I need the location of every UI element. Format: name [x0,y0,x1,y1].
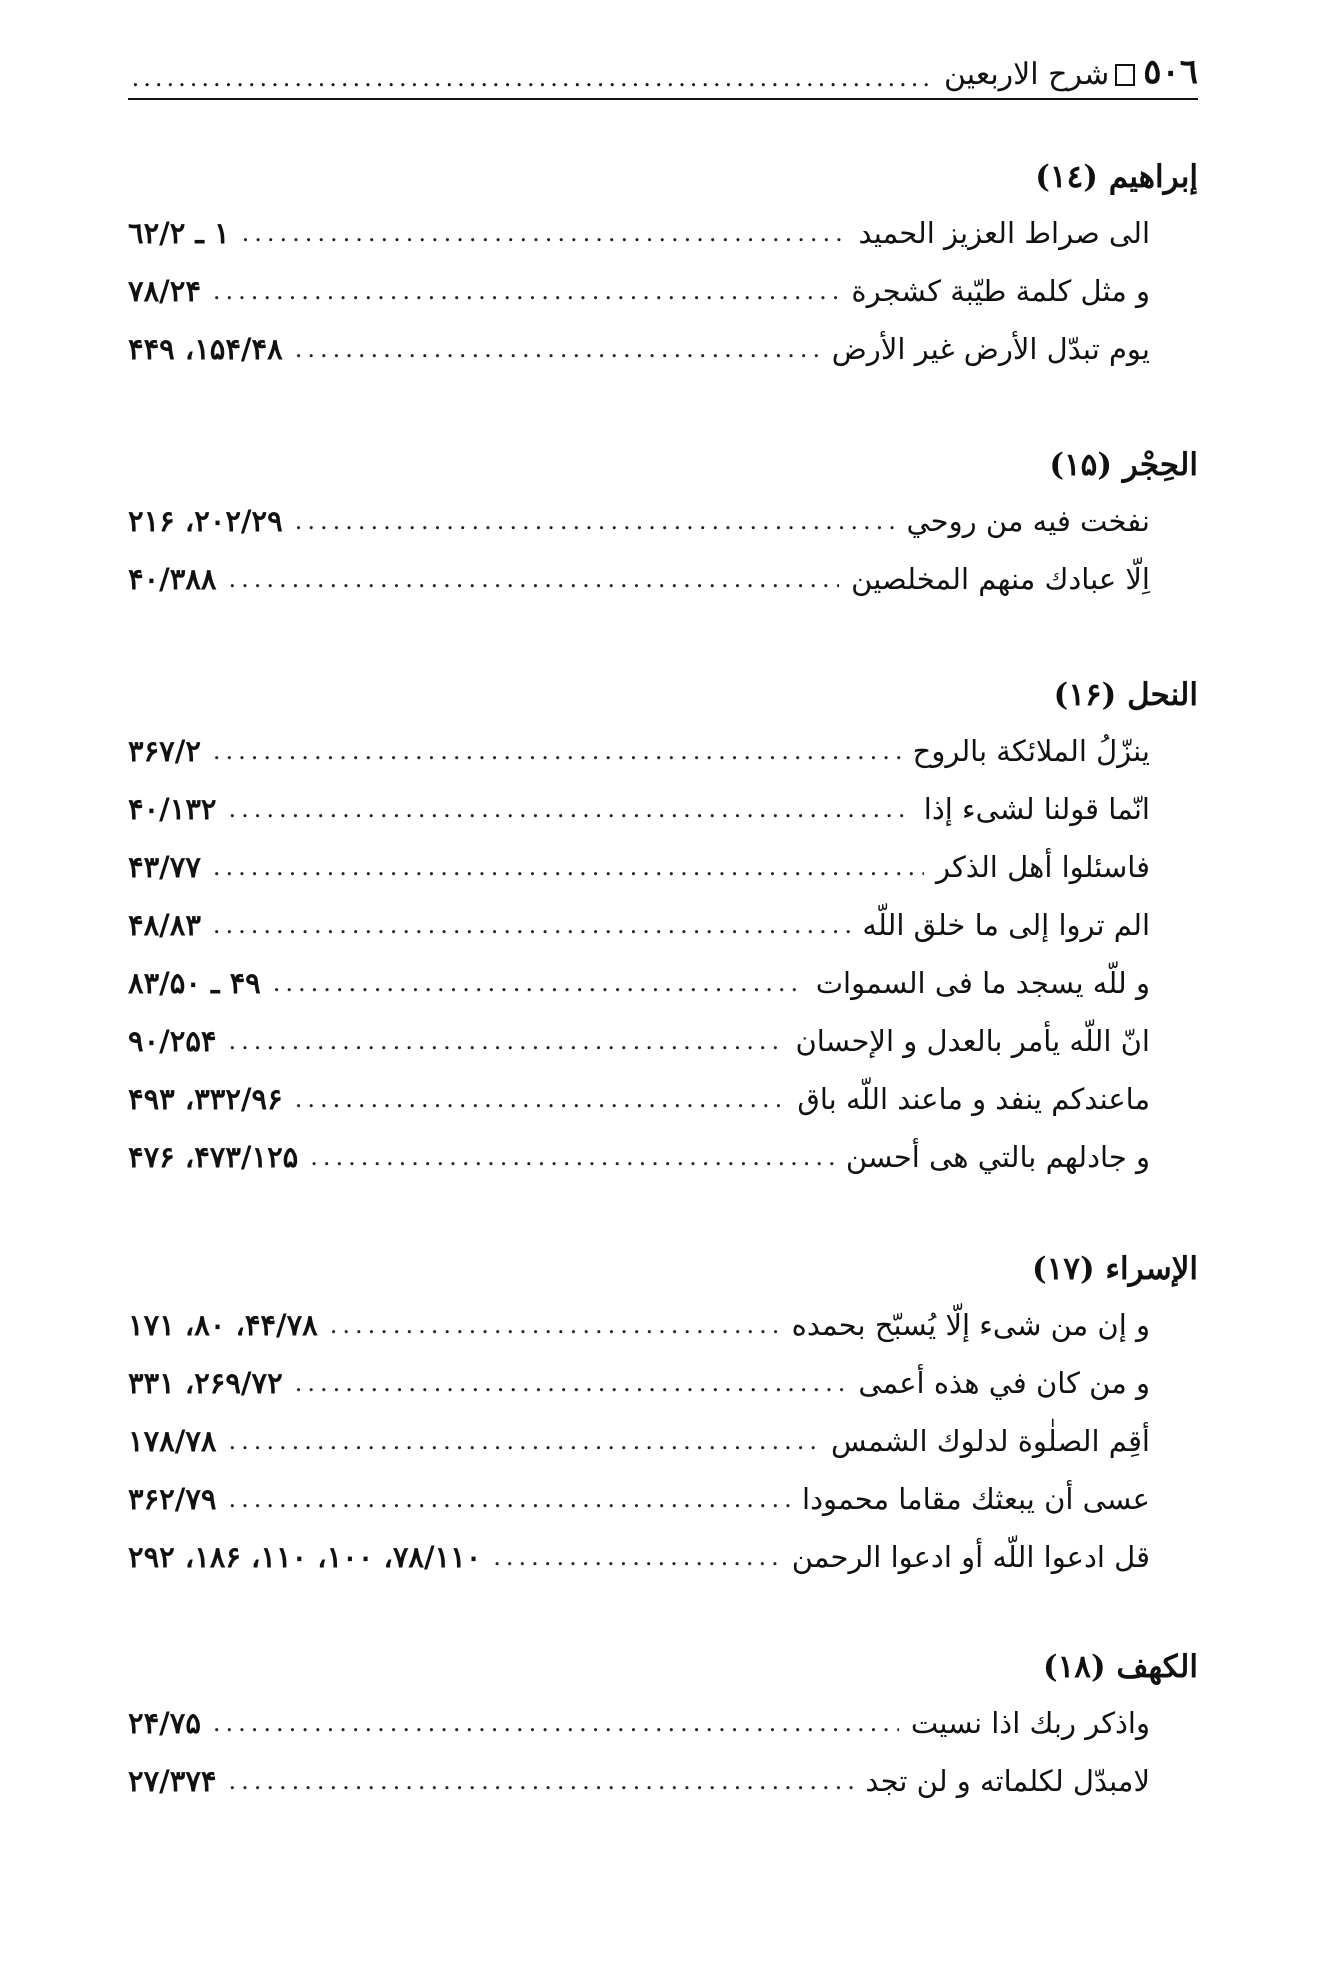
index-entry [128,1470,1150,1528]
page-ref: ١۵۴/۴٨، ۴۴٩ [128,332,283,366]
verse-text: عسى أن يبعثك مقاما محمودا [802,1482,1150,1516]
index-entry [128,722,1150,780]
surah-title: الحِجْر (١۵) [1049,447,1198,483]
page-ref: ٣۶٢/٧٩ [128,1482,217,1516]
header-leader-dots [128,64,934,92]
index-entry [128,1694,1150,1752]
leader-dots [295,1085,786,1113]
index-entry [128,780,1150,838]
surah-title: إبراهيم (١٤) [1035,159,1198,195]
leader-dots [213,737,901,765]
leader-dots [310,1143,834,1171]
page-ref: ٧٨/١١٠، ١٠٠، ١١٠، ١٨۶، ٢٩٢ [128,1540,482,1574]
surah-title: الإسراء (١٧) [1031,1251,1198,1287]
page-ref: ٢٠٢/٢٩، ٢١۶ [128,504,283,538]
page-ref: ٣٧۴/٢٧ [128,1764,217,1798]
index-entry [128,1412,1150,1470]
index-entry [128,954,1150,1012]
leader-dots [213,277,840,305]
surah-title: الكهف (١٨) [1042,1649,1198,1685]
page-ref: ١ ـ ٦٢/٢ [128,216,230,250]
book-title: شرح الاربعين [943,57,1110,92]
leader-dots [228,795,911,823]
index-entry [128,204,1150,262]
page-ref: ٣۶٧/٢ [128,734,201,768]
page-ref: ٨٣/۴٨ [128,908,201,942]
index-entry [128,838,1150,896]
verse-text: و من كان في هذه أعمى [858,1366,1150,1400]
leader-dots [295,335,820,363]
page-ref: ٢۵۴/٩٠ [128,1024,217,1058]
page-header [128,42,1198,100]
verse-text: فاسئلوا أهل الذكر [935,850,1150,884]
leader-dots [330,1311,780,1339]
leader-dots [228,1767,853,1795]
index-entry [128,1296,1150,1354]
leader-dots [228,565,839,593]
index-entry [128,896,1150,954]
verse-text: ماعندكم ينفد و ماعند اللّه باق [797,1082,1150,1116]
verse-text: يوم تبدّل الأرض غير الأرض [831,332,1150,366]
index-entry [128,1528,1150,1586]
verse-text: و جادلهم بالتي هى أحسن [845,1140,1150,1174]
surah-section-nahl [128,668,1198,1186]
page-ref: ٧۵/٢۴ [128,1706,201,1740]
leader-dots [213,1709,899,1737]
index-entry [128,492,1150,550]
page-ref: ١٣٢/۴٠ [128,792,217,826]
leader-dots [242,219,847,247]
verse-text: و مثل كلمة طيّبة كشجرة [851,274,1150,308]
verse-text: واذكر ربك اذا نسيت [910,1706,1150,1740]
leader-dots [228,1027,783,1055]
verse-text: ينزّلُ الملائكة بالروح [912,734,1150,768]
verse-text: و إن من شىء إلّا يُسبّح بحمده [791,1308,1150,1342]
surah-section-isra [128,1242,1198,1586]
page-ref: ۴٧٣/١٢۵، ۴٧۶ [128,1140,299,1174]
leader-dots [228,1485,790,1513]
leader-dots [273,969,804,997]
separator-box-icon [1115,64,1135,86]
verse-text: قل ادعوا اللّه أو ادعوا الرحمن [791,1540,1150,1574]
index-entry [128,262,1150,320]
index-entry [128,320,1150,378]
verse-text: الم تروا إلى ما خلق اللّه [862,908,1150,942]
verse-text: أقِم الصلٰوة لدلوك الشمس [831,1424,1150,1458]
verse-text: انّما قولنا لشىء إذا [923,792,1150,826]
verse-text: و للّه يسجد ما فى السموات [815,966,1150,1000]
page-ref: ۴٩ ـ ٨٣/۵٠ [128,966,261,1000]
index-entry [128,1070,1150,1128]
page-ref: ٢۶٩/٧٢، ٣٣١ [128,1366,283,1400]
leader-dots [493,1543,779,1571]
page-ref: ٧٧/۴٣ [128,850,201,884]
verse-text: اِلّا عبادك منهم المخلصين [851,562,1150,596]
page-ref: ١٧٨/٧٨ [128,1424,217,1458]
leader-dots [295,1369,847,1397]
page-ref: ٧٨/٢۴ [128,274,201,308]
surah-section-kahf [128,1640,1198,1810]
index-entry [128,1752,1150,1810]
verse-text: الى صراط العزيز الحميد [858,216,1150,250]
page-ref: ٣٨٨/۴٠ [128,562,217,596]
index-entry [128,1354,1150,1412]
page-ref: ٧٨/۴۴، ٨٠، ١٧١ [128,1308,318,1342]
leader-dots [228,1427,819,1455]
index-entry [128,1128,1150,1186]
leader-dots [295,507,895,535]
page-number: ٥٠٦ [1143,52,1198,92]
page-ref: ٣٣٢/٩۶، ۴٩٣ [128,1082,283,1116]
surah-section-hijr [128,438,1198,608]
index-entry [128,1012,1150,1070]
verse-text: نفخت فيه من روحي [906,504,1150,538]
surah-title: النحل (١۶) [1053,677,1198,713]
verse-text: لامبدّل لكلماته و لن تجد [865,1764,1150,1798]
verse-text: انّ اللّه يأمر بالعدل و الإحسان [795,1024,1150,1058]
surah-section-ibrahim [128,150,1198,378]
leader-dots [213,853,924,881]
index-entry [128,550,1150,608]
leader-dots [213,911,850,939]
